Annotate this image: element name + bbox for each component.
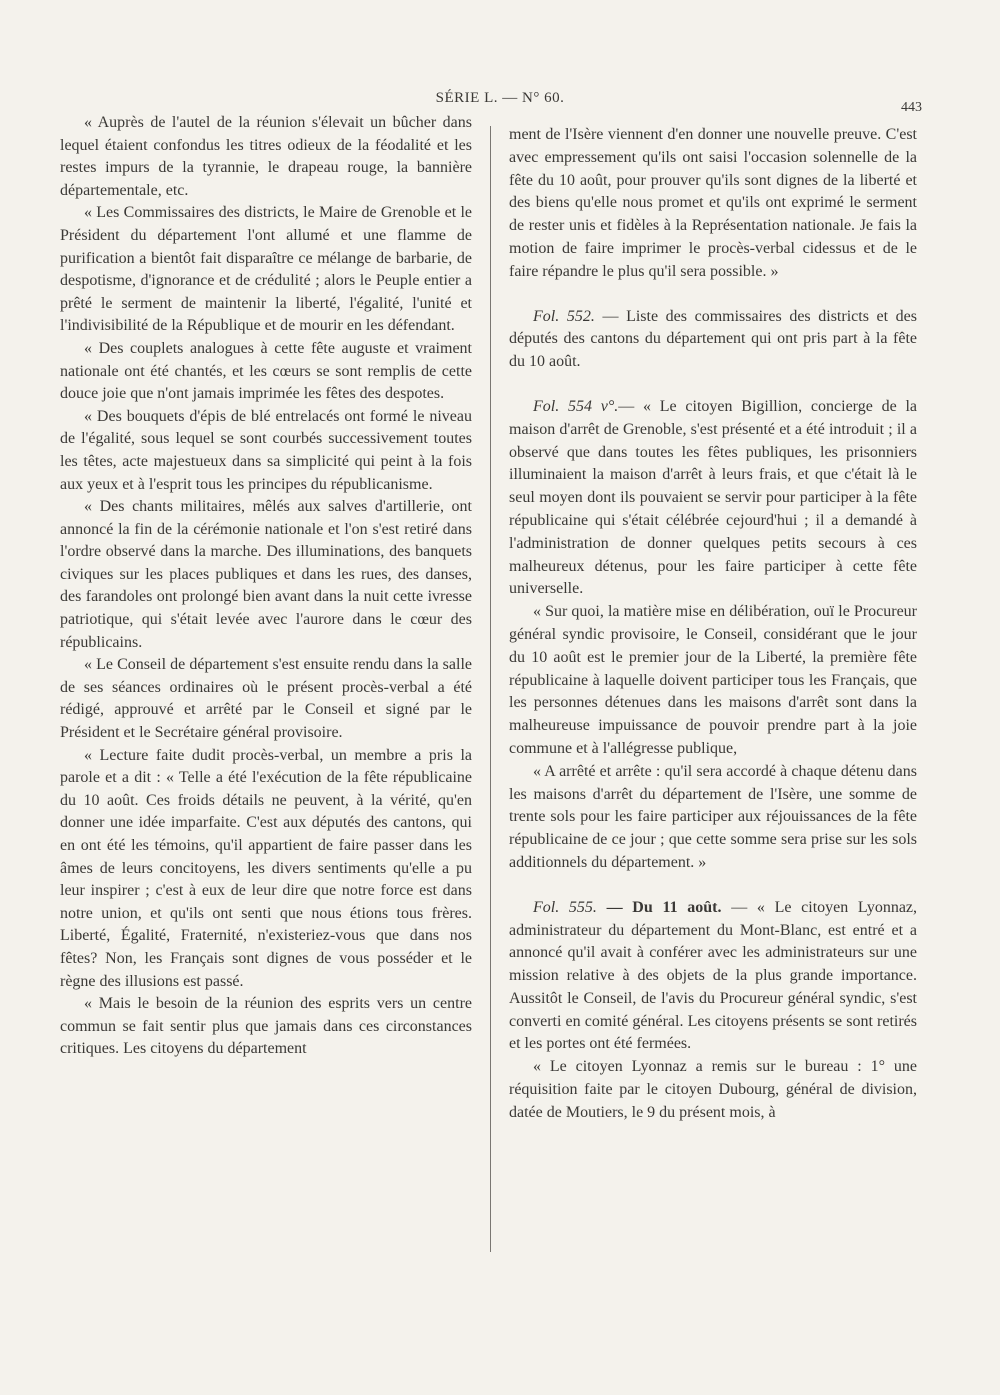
paragraph-continuation: ment de l'Isère viennent d'en donner une nouvelle preuve. C'est avec empressement qu'ils ont saisi l'occasion solennelle de la fête du 10 août, pour prouver qu'ils sont dignes de la liberté et des biens qu'elle nous promet et qu'ils ont exprimé le serment de rester unis et fidèles à la Représentation nationale. Je fais la motion de faire imprimer le procès-verbal cidessus et de le faire répandre le plus qu'il sera possible. » (509, 126, 917, 280)
column-divider (490, 126, 491, 1252)
paragraph: « Le citoyen Lyonnaz a remis sur le bureau : 1° une réquisition faite par le citoyen Dubourg, général de division, datée de Moutiers, le 9 du présent mois, à (509, 1058, 917, 1121)
entry-date: — Du 11 août. (596, 898, 722, 916)
paragraph: « Sur quoi, la matière mise en délibération, ouï le Procureur général syndic provisoire, le Conseil, considérant que le jour du 10 août est le premier jour de la Liberté, la première fête républicaine à laquelle doivent participer tous les Français, que les personnes détenues dans les maisons d'arrêt sont dans la malheureuse impuissance de pouvoir prendre part à la joie commune et à l'allégresse publique, (509, 603, 917, 757)
page-number: 443 (901, 100, 922, 115)
entry-fol-555: Fol. 555. — Du 11 août. — « Le citoyen Lyonnaz, administrateur du département du Mont-Blanc, est entré et a annoncé qu'il avait à conférer avec les administrateurs sur une mission relative à des objets de la plus grande importance. Aussitôt le Conseil, de l'avis du Procureur général syndic, s'est converti en comité général. Les citoyens présents se sont retirés et les portes ont été fermées. (509, 898, 918, 1053)
paragraph: « Lecture faite dudit procès-verbal, un membre a pris la parole et a dit : « Telle a été l'exécution de la fête républicaine du 10 août. Ces froids détails ne peuvent, à la vérité, qu'en donner une idée imparfaite. C'est aux députés des cantons, qui en ont été les témoins, qu'il appartient de faire passer dans les âmes de leurs concitoyens, les divers sentiments qu'elle a pu leur inspirer ; c'est à eux de leur dire que notre force est dans notre union, et qu'ils ont senti que nous étions tous frères. Liberté, Égalité, Fraternité, n'existeriez-vous que dans nos fêtes? Non, les Français sont dignes de vous posséder et le règne des illusions est passé. (60, 746, 472, 990)
folio-reference: Fol. 554 v°. (533, 397, 619, 415)
entry-fol-554: Fol. 554 v°.— « Le citoyen Bigillion, concierge de la maison d'arrêt de Grenoble, s'est présenté et a été introduit ; il a observé que dans toutes les fêtes publiques, les prisonniers illuminaient la maison d'arrêt à leurs frais, et que c'était là le seul moyen dont ils pouvaient se servir pour participer à la fête républicaine qui s'était célébrée cejourd'hui ; il a demandé à l'administration de donner quelques petits secours à ces malheureux détenus, pour les faire participer à cette fête universelle. (509, 397, 918, 598)
paragraph: « A arrêté et arrête : qu'il sera accordé à chaque détenu dans les maisons d'arrêt du département de l'Isère, une somme de trente sols pour les faire participer aux réjouissances de la fête républicaine de ce jour ; que cette somme sera prise sur les sols additionnels du département. » (509, 762, 917, 871)
right-column (509, 124, 917, 1125)
page-header (0, 90, 1000, 114)
paragraph: « Des bouquets d'épis de blé entrelacés ont formé le niveau de l'égalité, sous lequel se sont courbés successivement toutes les têtes, acte majestueux dans sa simplicité qui peint à la fois aux yeux et à l'esprit tous les principes du républicanisme. (60, 407, 472, 493)
paragraph: « Mais le besoin de la réunion des esprits vers un centre commun se fait sentir plus que jamais dans ces circonstances critiques. Les citoyens du département (60, 995, 472, 1058)
folio-reference: Fol. 555. (533, 898, 597, 916)
paragraph: « Les Commissaires des districts, le Maire de Grenoble et le Président du département l'ont allumé et une flamme de purification a bientôt fait disparaître ce mélange de barbarie, de despotisme, d'ignorance et de crédulité ; alors le Peuple entier a prêté le serment de maintenir la liberté, l'égalité, l'unité et l'indivisibilité de la République et de mourir en les défendant. (60, 204, 472, 335)
paragraph: « Le Conseil de département s'est ensuite rendu dans la salle de ses séances ordinaires où le présent procès-verbal a été rédigé, approuvé et arrêté par le Conseil et signé par le Président et le Secrétaire général provisoire. (60, 656, 472, 742)
series-title: SÉRIE L. — N° 60. (435, 90, 565, 106)
paragraph: « Des couplets analogues à cette fête auguste et vraiment nationale ont été chantés, et les cœurs se sont remplis de cette douce joie que n'ont jamais imprimée les fêtes des despotes. (60, 339, 472, 403)
left-column (60, 112, 472, 1061)
paragraph: « Des chants militaires, mêlés aux salves d'artillerie, ont annoncé la fin de la cérémonie nationale et l'on s'est retiré dans l'ordre observé dans la marche. Des illuminations, des banquets civiques sur les places publiques et dans les rues, des danses, des farandoles ont prolongé bien avant dans la nuit cette ivresse patriotique, qui s'était levée avec l'aurore dans le cœur des républicains. (60, 498, 472, 651)
paragraph: « Auprès de l'autel de la réunion s'élevait un bûcher dans lequel étaient confondus les titres odieux de la féodalité et les restes impurs de la tyrannie, le drapeau rouge, la bannière départementale, etc. (60, 114, 472, 199)
entry-fol-552: Fol. 552. — Liste des commissaires des districts et des députés des cantons du département qui ont pris part à la fête du 10 août. (509, 307, 918, 371)
folio-reference: Fol. 552. (533, 307, 595, 325)
